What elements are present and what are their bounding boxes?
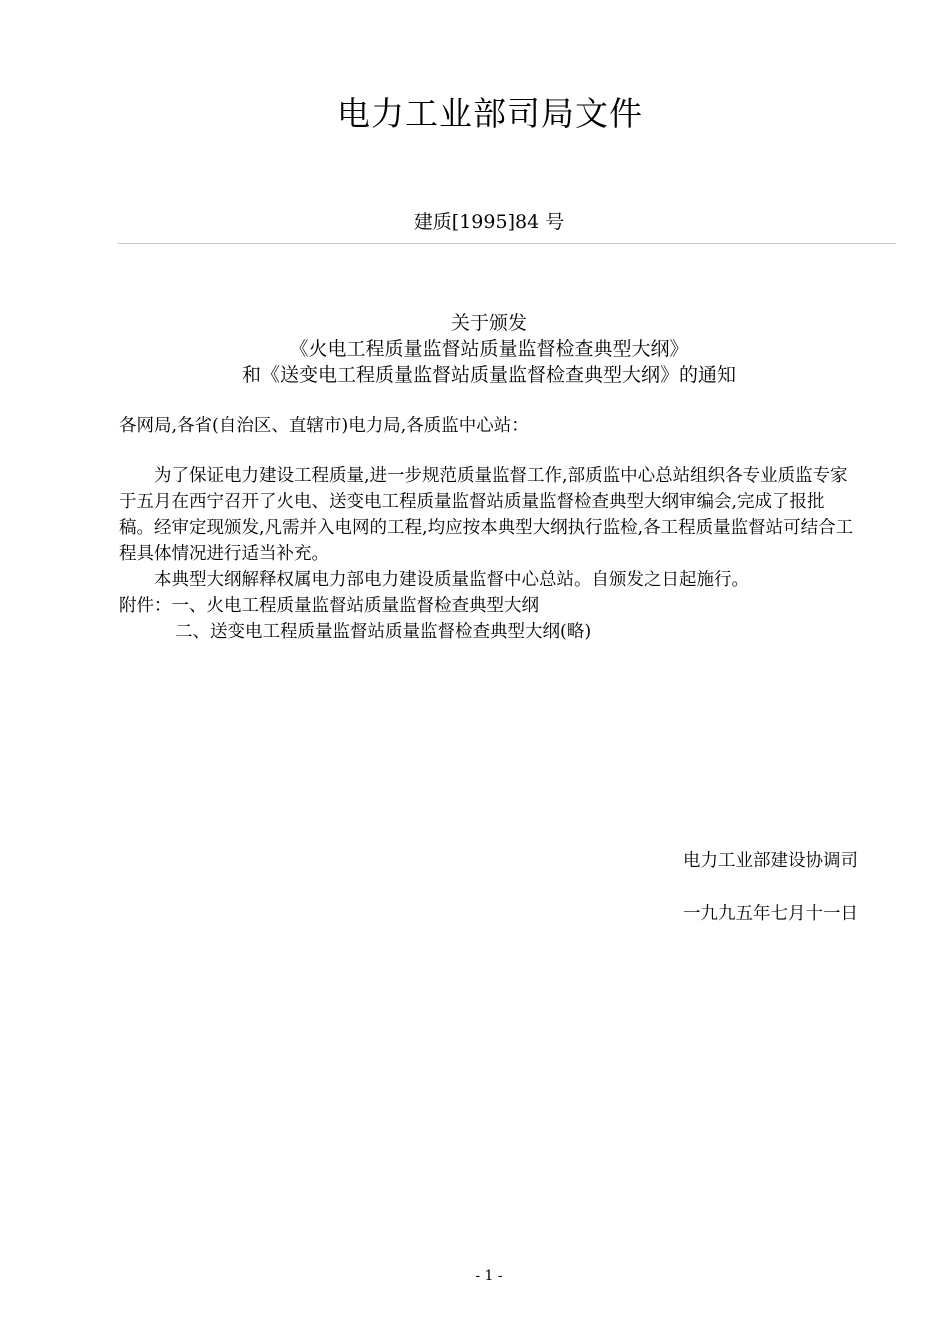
issuing-department: 电力工业部建设协调司	[683, 851, 858, 871]
body-paragraph-2: 本典型大纲解释权属电力部电力建设质量监督中心总站。自颁发之日起施行。	[154, 570, 749, 590]
document-number: 建质[1995]84 号	[413, 211, 565, 233]
issue-date: 一九九五年七月十一日	[683, 904, 858, 924]
subject-line-1: 关于颁发	[450, 312, 527, 334]
notice-subject	[0, 310, 950, 388]
document-header-title: 电力工业部司局文件	[337, 94, 643, 133]
page-number: - 1 -	[475, 1268, 503, 1284]
attachment-item-1: 附件：一、火电工程质量监督站质量监督检查典型大纲	[119, 596, 539, 616]
attachment-item-2: 二、送变电工程质量监督站质量监督检查典型大纲(略)	[175, 622, 592, 642]
header-divider	[118, 243, 896, 244]
subject-line-3: 和《送变电工程质量监督站质量监督检查典型大纲》的通知	[241, 364, 736, 386]
addressee-line: 各网局,各省(自治区、直辖市)电力局,各质监中心站：	[119, 416, 529, 436]
subject-line-2: 《火电工程质量监督站质量监督检查典型大纲》	[289, 338, 689, 360]
body-paragraph-1: 为了保证电力建设工程质量,进一步规范质量监督工作,部质监中心总站组织各专业质监专家于五月在西宁召开了火电、送变电工程质量监督站质量监督检查典型大纲审编会,完成了报批稿。经审定现颁发,凡需并入电网的工程,均应按本典型大纲执行监检,各工程质量监督站可结合工程具体情况进行适当补充。	[119, 466, 854, 564]
